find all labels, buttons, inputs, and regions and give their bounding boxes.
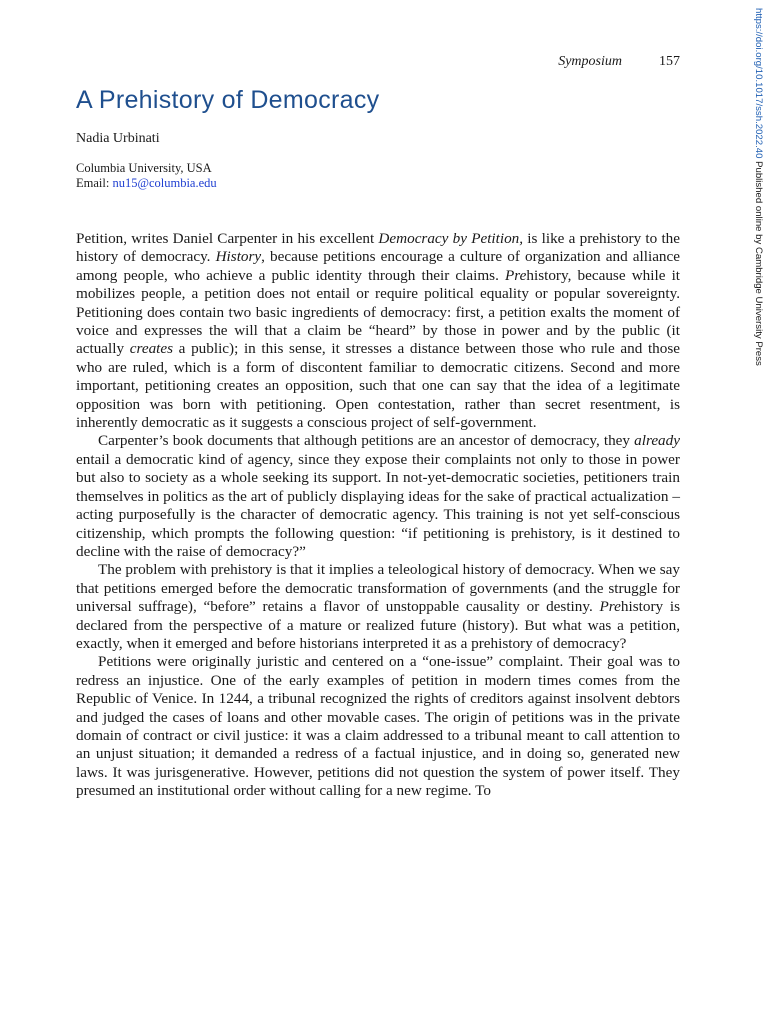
article-title: A Prehistory of Democracy (76, 86, 380, 114)
page-number: 157 (659, 54, 680, 69)
paragraph-4: Petitions were originally juristic and centered on a “one-issue” complaint. Their goal was to redress an injustice. One of the early examples of petition in modern times comes from the Republic of Venice. In 1244, a tribunal recognized the rights of creditors against insolvent debtors and judged the cases of loans and other movable cases. The origin of petitions was in the private domain of contract or civil justice: it was a claim addressed to a tribunal meant to call attention to an unjust situation; it demanded a redress of a factual injustice, and in doing so, generated new laws. It was jurisgenerative. However, petitions did not question the system of power itself. They presumed an institutional order without calling for a new regime. To (76, 653, 680, 800)
article-body (76, 230, 680, 801)
author-name: Nadia Urbinati (76, 131, 160, 146)
email-link[interactable]: nu15@columbia.edu (112, 176, 217, 190)
email-line (76, 176, 217, 191)
affiliation: Columbia University, USA (76, 161, 212, 175)
journal-section: Symposium (558, 54, 622, 69)
side-note-text (753, 8, 764, 366)
email-label: Email: (76, 176, 113, 190)
author-affiliation (76, 161, 217, 191)
paragraph-2: Carpenter’s book documents that although petitions are an ancestor of democracy, they already entail a democratic kind of agency, since they expose their complaints not only to those in power but also to society as a whole seeking its support. In not-yet-democratic societies, petitioners train themselves in politics as the art of publicly displaying ideas for the sake of practical actualization – acting purposefully is the character of democratic agency. This training is not yet self-conscious citizenship, which prompts the following question: “if petitioning is prehistory, is it destined to decline with the raise of democracy?” (76, 432, 680, 560)
doi-link[interactable]: https://doi.org/10.1017/ssh.2022.40 (753, 8, 764, 159)
publisher-note: Published online by Cambridge University Press (753, 158, 764, 366)
paragraph-3: The problem with prehistory is that it implies a teleological history of democracy. When we say that petitions emerged before the democratic transformation of governments (and the struggle for universal suffrage), “before” retains a flavor of unstoppable causality or destiny. Prehistory is declared from the perspective of a mature or realized future (history). But what was a petition, exactly, when it emerged and before historians interpreted it as a prehistory of democracy? (76, 561, 680, 652)
side-note (752, 8, 766, 388)
running-header (76, 54, 680, 74)
paragraph-1: Petition, writes Daniel Carpenter in his excellent Democracy by Petition, is like a prehistory to the history of democracy. History, because petitions encourage a culture of organization and alliance among people, who achieve a public identity through their claims. Prehistory, because while it mobilizes people, a petition does not entail or require political equality or popular sovereignty. Petitioning does contain two basic ingredients of democracy: first, a petition exalts the moment of voice and expresses the will that a claim be “heard” by those in power and by the public (it actually creates a public); in this sense, it stresses a distance between those who rule and those who are ruled, which is a form of discontent familiar to democratic citizens. Second and more important, petitioning creates an opposition, such that one can say that the idea of a legitimate opposition was born with petitioning. Open contestation, rather than secret resentment, is inherently democratic as it suggests a conscious project of self-government. (76, 230, 681, 432)
